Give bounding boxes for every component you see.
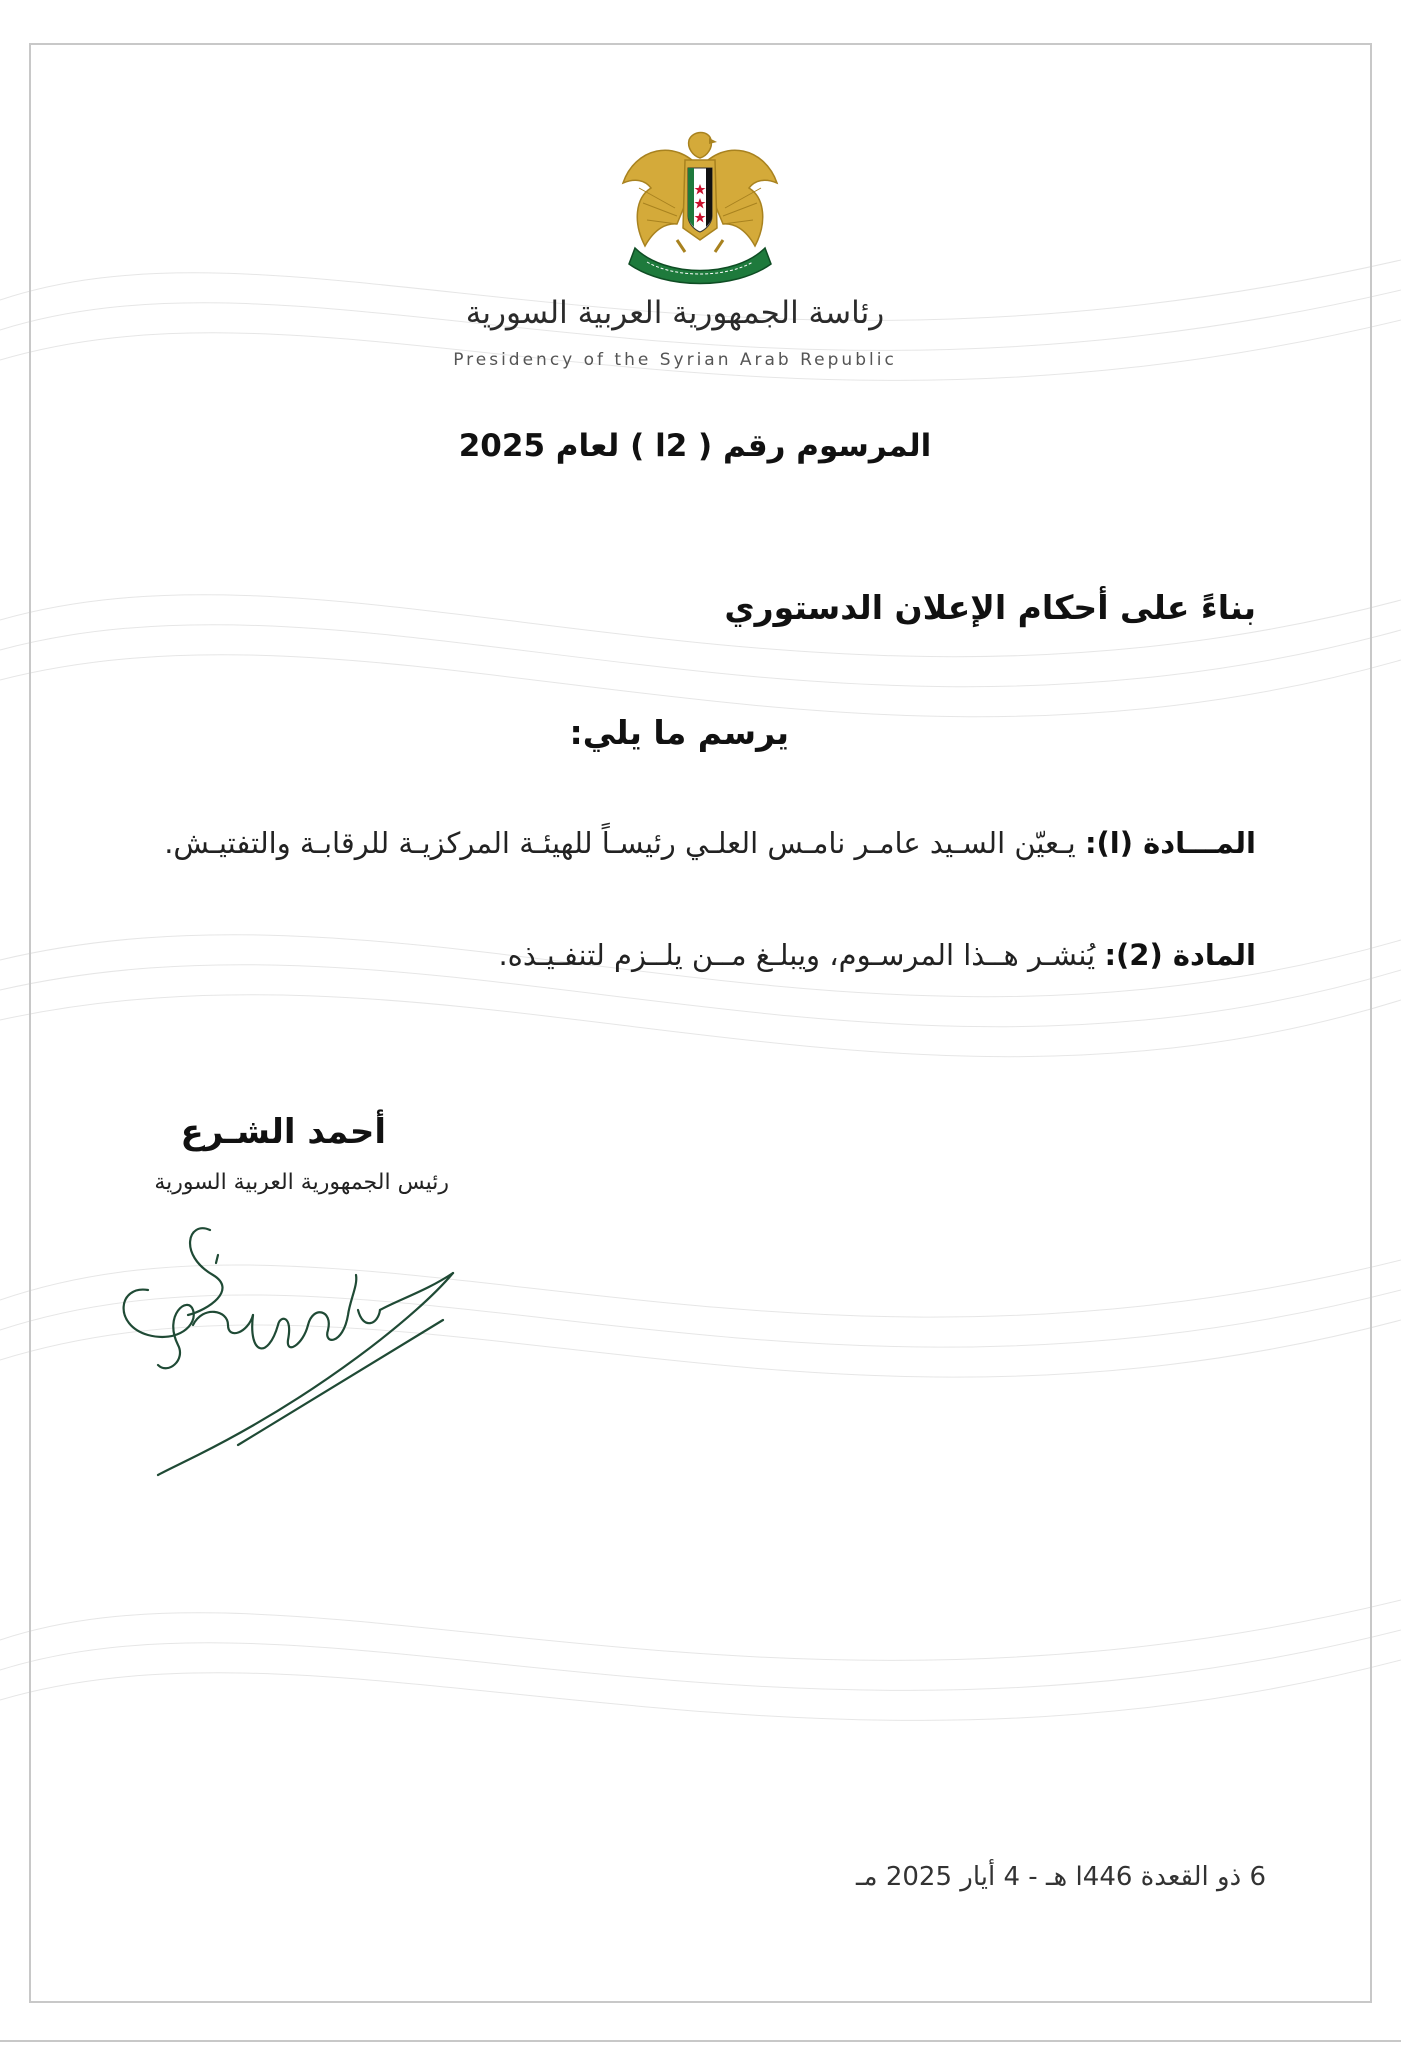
article-1 — [164, 826, 1256, 860]
decree-date: 6 ذو القعدة l446 هـ - 4 أيار 2025 مـ — [856, 1862, 1266, 1892]
signatory-title: رئيس الجمهورية العربية السورية — [154, 1170, 449, 1195]
article-1-label: المـــادة (ا): — [1084, 826, 1256, 860]
article-2 — [498, 938, 1256, 972]
next-page-edge — [0, 2040, 1401, 2050]
presidency-title-english: Presidency of the Syrian Arab Republic — [453, 350, 897, 370]
article-1-text: يـعيّن السـيد عامـر نامـس العلـي رئيسـاً للهيئـة المركزيـة للرقابـة والتفتيـش. — [164, 826, 1085, 860]
article-2-text: يُنشـر هــذا المرسـوم، ويبلـغ مــن يلــزم لتنفـيـذه. — [498, 938, 1105, 972]
presidency-title-arabic: رئاسة الجمهورية العربية السورية — [465, 295, 885, 331]
decree-preamble: بناءً على أحكام الإعلان الدستوري — [724, 588, 1256, 627]
eagle-emblem-icon — [615, 128, 785, 288]
document-frame — [29, 43, 1372, 2003]
handwritten-signature — [118, 1215, 458, 1485]
article-2-label: المادة (2): — [1104, 938, 1256, 972]
signatory-name: أحمد الشـرع — [180, 1112, 386, 1152]
decree-title: المرسوم رقم ( l2 ) لعام 2025 — [458, 428, 932, 464]
decrees-heading: يرسم ما يلي: — [569, 713, 789, 752]
